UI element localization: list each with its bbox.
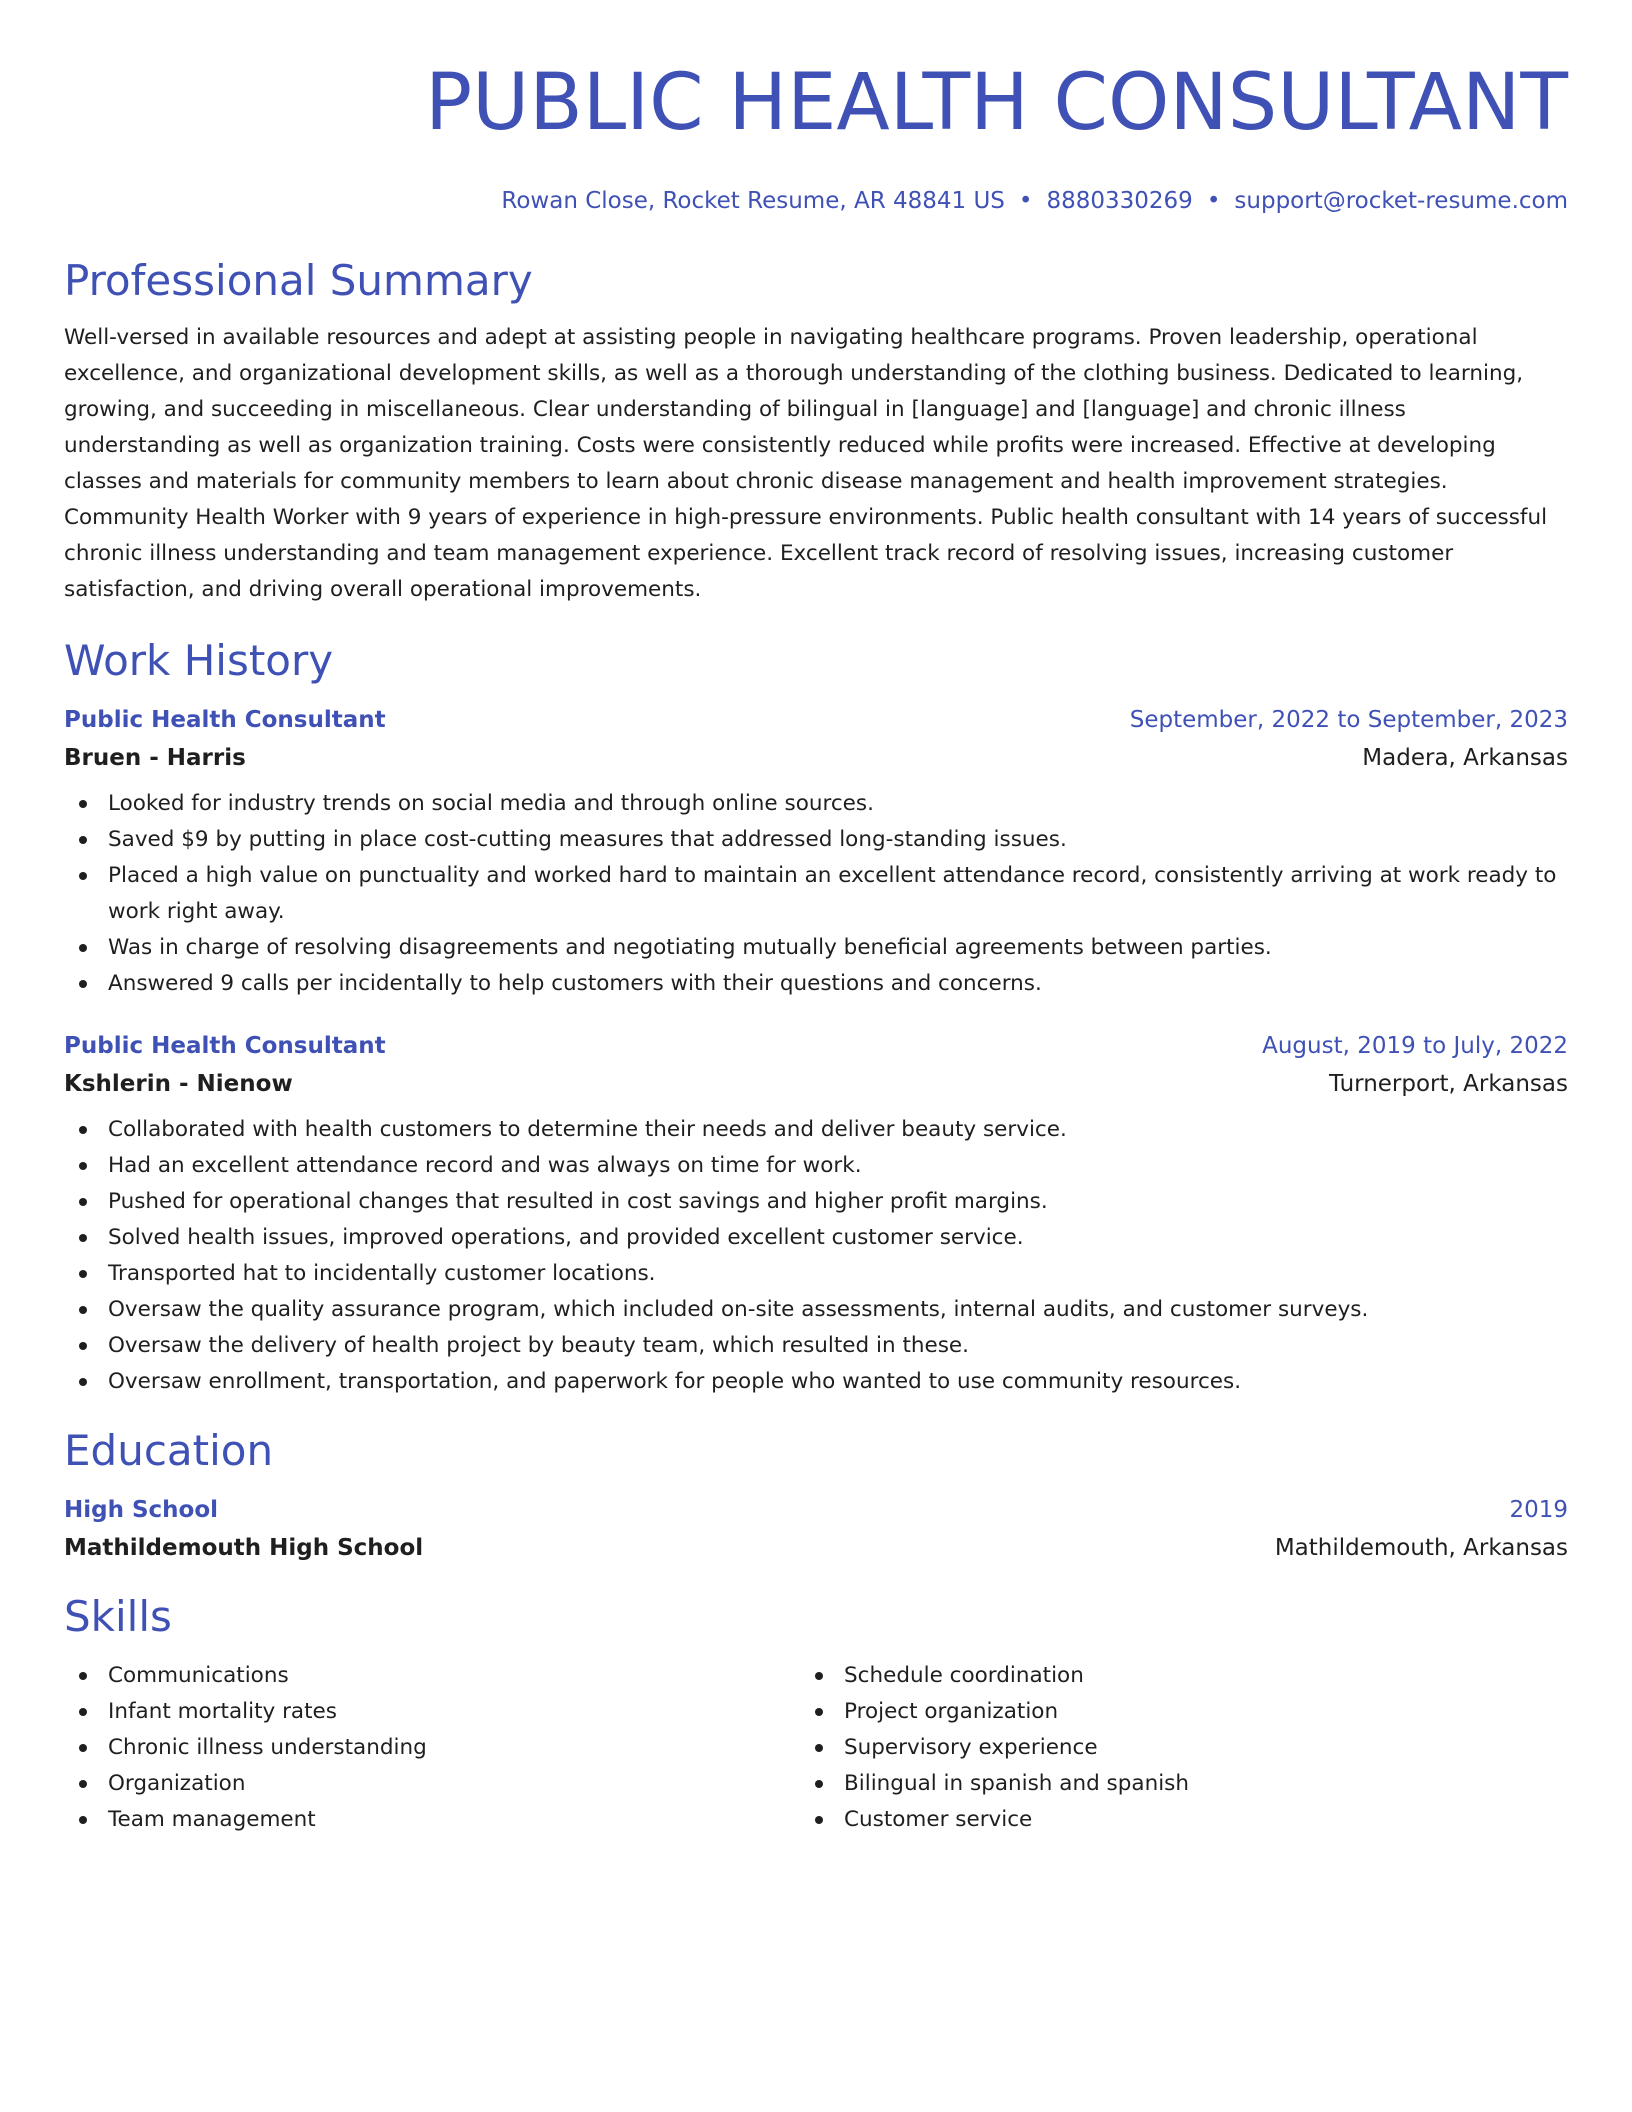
contact-separator: • [1018, 188, 1033, 214]
contact-separator: • [1206, 188, 1221, 214]
job-location: Turnerport, Arkansas [1329, 1071, 1568, 1097]
contact-email[interactable]: support@rocket-resume.com [1234, 188, 1568, 214]
job-bullet: Pushed for operational changes that resulted in cost savings and higher profit margins. [108, 1184, 1568, 1220]
job-company: Bruen - Harris [64, 745, 246, 771]
job-bullet-list [64, 786, 1568, 1002]
job-position: Public Health Consultant [64, 1033, 386, 1059]
job-bullet: Oversaw the quality assurance program, which included on-site assessments, internal audits, and customer surveys. [108, 1292, 1568, 1328]
skill-item: Infant mortality rates [108, 1694, 800, 1730]
skills-heading: Skills [64, 1592, 172, 1641]
skill-item: Team management [108, 1802, 800, 1838]
contact-phone[interactable]: 8880330269 [1046, 188, 1193, 214]
education-school: Mathildemouth High School [64, 1535, 424, 1561]
education-year: 2019 [1509, 1497, 1568, 1523]
skills-list-right [800, 1658, 1536, 1838]
skill-item: Schedule coordination [844, 1658, 1536, 1694]
education-heading: Education [64, 1426, 274, 1475]
work-history-heading: Work History [64, 636, 334, 685]
job-location: Madera, Arkansas [1362, 745, 1568, 771]
job-bullet: Looked for industry trends on social media and through online sources. [108, 786, 1568, 822]
skill-item: Supervisory experience [844, 1730, 1536, 1766]
job-bullet: Solved health issues, improved operations, and provided excellent customer service. [108, 1220, 1568, 1256]
skill-item: Project organization [844, 1694, 1536, 1730]
job-bullet: Had an excellent attendance record and was always on time for work. [108, 1148, 1568, 1184]
skills-list-left [64, 1658, 800, 1838]
job-bullet: Collaborated with health customers to determine their needs and deliver beauty service. [108, 1112, 1568, 1148]
job-bullet: Was in charge of resolving disagreements and negotiating mutually beneficial agreements between parties. [108, 930, 1568, 966]
job-position: Public Health Consultant [64, 707, 386, 733]
education-location: Mathildemouth, Arkansas [1274, 1535, 1568, 1561]
job-bullet: Answered 9 calls per incidentally to help customers with their questions and concerns. [108, 966, 1568, 1002]
job-title-row [64, 1028, 1568, 1064]
job-bullet: Transported hat to incidentally customer locations. [108, 1256, 1568, 1292]
skill-item: Communications [108, 1658, 800, 1694]
job-dates: August, 2019 to July, 2022 [1262, 1033, 1568, 1059]
education-degree: High School [64, 1497, 219, 1523]
job-bullet: Saved $9 by putting in place cost-cutting measures that addressed long-standing issues. [108, 822, 1568, 858]
job-company: Kshlerin - Nienow [64, 1071, 293, 1097]
resume-header [64, 56, 1568, 216]
job-company-row [64, 738, 1568, 778]
job-dates: September, 2022 to September, 2023 [1129, 707, 1568, 733]
job-title-row [64, 702, 1568, 738]
job-bullet: Placed a high value on punctuality and worked hard to maintain an excellent attendance record, consistently arriving at work ready to work right away. [108, 858, 1568, 930]
job-bullet: Oversaw the delivery of health project by beauty team, which resulted in these. [108, 1328, 1568, 1364]
job-bullet: Oversaw enrollment, transportation, and paperwork for people who wanted to use community resources. [108, 1364, 1568, 1400]
summary-text: Well-versed in available resources and adept at assisting people in navigating healthcare programs. Proven leadership, operational excellence, and organizational development skills, as well as a thorough understanding of the clothing business. Dedicated to learning, growing, and succeeding in miscellaneous. Clear understanding of bilingual in [language] and [language] and chronic illness understanding as well as organization training. Costs were consistently reduced while profits were increased. Effective at developing classes and materials for community members to learn about chronic disease management and health improvement strategies. Community Health Worker with 9 years of experience in high-pressure environments. Public health consultant with 14 years of successful chronic illness understanding and team management experience. Excellent track record of resolving issues, increasing customer satisfaction, and driving overall operational improvements. [64, 325, 1548, 602]
job-bullet-list [64, 1112, 1568, 1400]
education-school-row [64, 1528, 1568, 1568]
skill-item: Organization [108, 1766, 800, 1802]
skill-item: Chronic illness understanding [108, 1730, 800, 1766]
job-company-row [64, 1064, 1568, 1104]
job-entry [64, 1028, 1568, 1400]
contact-line [64, 186, 1568, 216]
education-degree-row [64, 1492, 1568, 1528]
skills-grid [64, 1658, 1568, 1838]
skill-item: Customer service [844, 1802, 1536, 1838]
skill-item: Bilingual in spanish and spanish [844, 1766, 1536, 1802]
education-entry [64, 1492, 1568, 1568]
summary-heading: Professional Summary [64, 256, 533, 305]
candidate-title: PUBLIC HEALTH CONSULTANT [425, 58, 1568, 148]
job-entry [64, 702, 1568, 1002]
contact-address: Rowan Close, Rocket Resume, AR 48841 US [501, 188, 1005, 214]
